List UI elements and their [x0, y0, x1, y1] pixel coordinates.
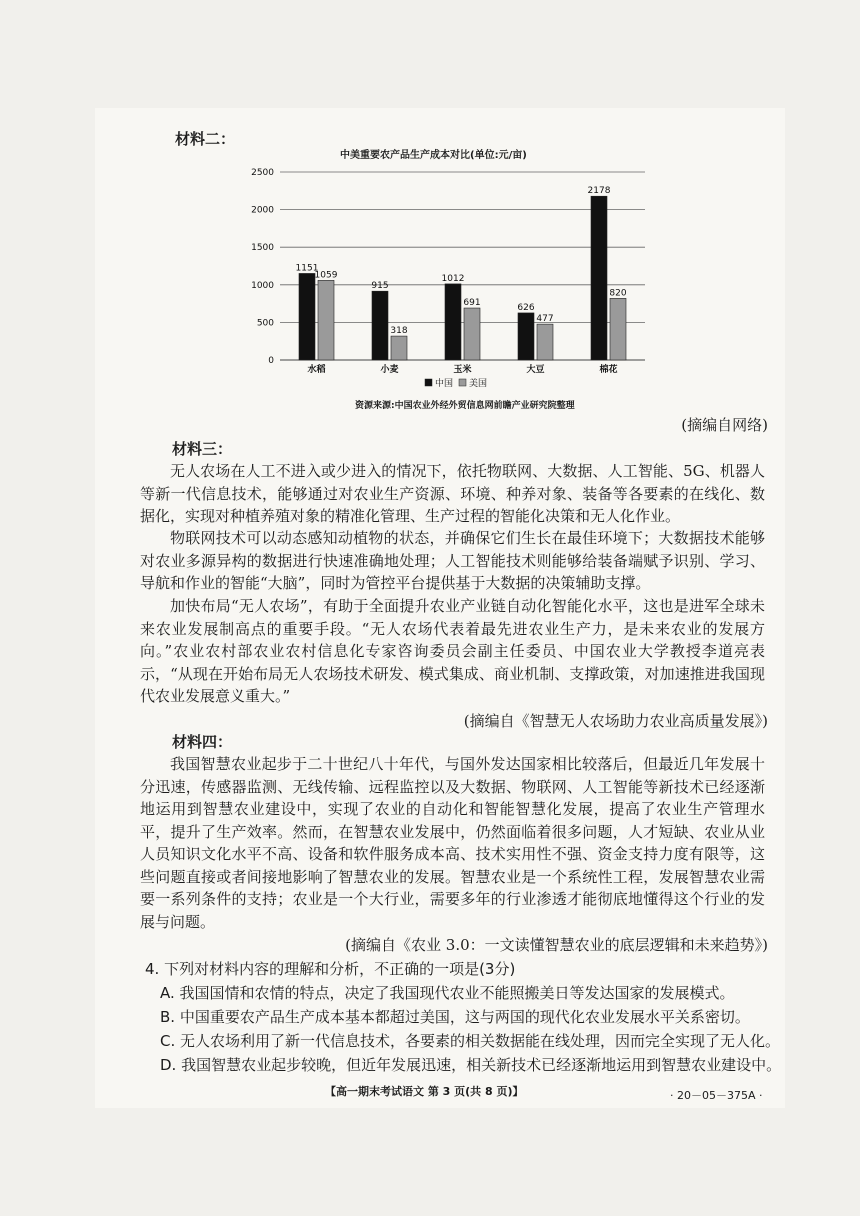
- x-tick-label: 玉米: [453, 365, 472, 375]
- y-tick-label: 0: [268, 356, 274, 366]
- y-tick-label: 500: [256, 318, 274, 329]
- legend-swatch: [425, 379, 432, 386]
- data-label: 318: [390, 326, 408, 337]
- chart-title: 中美重要农产品生产成本对比(单位:元/亩): [340, 150, 527, 161]
- material4-label: 材料四：: [172, 733, 233, 751]
- bar-chart: [240, 160, 660, 420]
- y-tick-label: 1500: [251, 243, 274, 254]
- option-d: D. 我国智慧农业起步较晚，但近年发展迅速，相关新技术已经逐渐地运用到智慧农业建设中。: [160, 1056, 782, 1074]
- bar: [299, 273, 315, 360]
- material3-credit: (摘编自《智慧无人农场助力农业高质量发展》): [463, 712, 768, 730]
- material4-paragraph: 我国智慧农业起步于二十世纪八十年代，与国外发达国家相比较落后，但最近几年发展十分迅速，传感器监测、无线传输、远程监控以及大数据、物联网、人工智能等新技术已经逐渐地运用到智慧农业建设中，实现了农业的自动化和智能智慧化发展，提高了农业生产管理水平，提升了生产效率。然而，在智慧农业发展中，仍然面临着很多问题，人才短缺、农业从业人员知识文化水平不高、设备和软件服务成本高、技术实用性不强、资金支持力度有限等，这些问题直接或者间接地影响了智慧农业的发展。智慧农业是一个系统性工程，发展智慧农业需要一系列条件的支持；农业是一个大行业，需要多年的行业渗透才能彻底地懂得这个行业的发展与问题。: [140, 755, 765, 931]
- material2-credit: (摘编自网络): [681, 416, 768, 434]
- option-c: C. 无人农场利用了新一代信息技术，各要素的相关数据能在线处理，因而完全实现了无人化。: [160, 1032, 781, 1050]
- x-tick-label: 棉花: [599, 365, 618, 375]
- bar: [391, 336, 407, 360]
- x-tick-label: 水稻: [307, 365, 326, 375]
- data-label: 691: [463, 298, 481, 309]
- legend-swatch: [459, 379, 466, 386]
- data-label: 626: [517, 302, 535, 313]
- y-tick-label: 2500: [251, 168, 274, 178]
- y-tick-label: 2000: [251, 205, 274, 216]
- bar: [537, 324, 553, 360]
- option-b: B. 中国重要农产品生产成本基本都超过美国，这与两国的现代化农业发展水平关系密切。: [160, 1008, 750, 1026]
- page-footer: 【高一期末考试语文 第 3 页(共 8 页)】: [325, 1085, 524, 1098]
- bar: [318, 280, 334, 360]
- data-label: 1151: [295, 263, 319, 274]
- bar: [445, 284, 461, 360]
- bar: [464, 308, 480, 360]
- bar: [372, 291, 388, 360]
- material2-label: 材料二：: [175, 130, 236, 148]
- chart-source: 资源来源:中国农业外经外贸信息网前瞻产业研究院整理: [355, 401, 575, 411]
- material4-credit: (摘编自《农业 3.0：一文读懂智慧农业的底层逻辑和未来趋势》): [345, 936, 768, 954]
- material3-paragraph-1: 无人农场在人工不进入或少进入的情况下，依托物联网、大数据、人工智能、5G、机器人等新一代信息技术，能够通过对农业生产资源、环境、种养对象、装备等各要素的在线化、数据化，实现对种植养殖对象的精准化管理、生产过程的智能化决策和无人化作业。: [140, 462, 765, 525]
- material3-paragraph-2: 物联网技术可以动态感知动植物的状态，并确保它们生长在最佳环境下；大数据技术能够对农业多源异构的数据进行快速准确地处理；人工智能技术则能够给装备端赋予识别、学习、导航和作业的智能“大脑”，同时为管控平台提供基于大数据的决策辅助支撑。: [140, 529, 765, 592]
- bar: [591, 196, 607, 360]
- material3-paragraph-3: 加快布局“无人农场”，有助于全面提升农业产业链自动化智能化水平，这也是进军全球未来农业发展制高点的重要手段。“无人农场代表着最先进农业生产力，是未来农业的发展方向。”农业农村部农业农村信息化专家咨询委员会副主任委员、中国农业大学教授李道亮表示，“从现在开始布局无人农场技术研发、模式集成、商业机制、支撑政策，对加速推进我国现代农业发展意义重大。”: [140, 597, 765, 705]
- legend-label: 美国: [469, 379, 488, 389]
- data-label: 477: [536, 314, 554, 325]
- y-tick-label: 1000: [251, 280, 274, 291]
- data-label: 1012: [441, 273, 465, 284]
- x-tick-label: 大豆: [526, 365, 545, 375]
- material3-label: 材料三：: [172, 440, 233, 458]
- data-label: 915: [371, 281, 389, 292]
- bar: [610, 298, 626, 360]
- data-label: 820: [609, 288, 627, 299]
- question-stem: 4. 下列对材料内容的理解和分析，不正确的一项是(3分): [145, 960, 516, 978]
- data-label: 2178: [587, 186, 611, 197]
- data-label: 1059: [314, 270, 338, 281]
- bar: [518, 313, 534, 360]
- option-a: A. 我国国情和农情的特点，决定了我国现代农业不能照搬美日等发达国家的发展模式。: [160, 984, 735, 1002]
- legend-label: 中国: [435, 379, 454, 389]
- x-tick-label: 小麦: [380, 365, 399, 375]
- exam-code: · 20－05－375A ·: [670, 1089, 763, 1102]
